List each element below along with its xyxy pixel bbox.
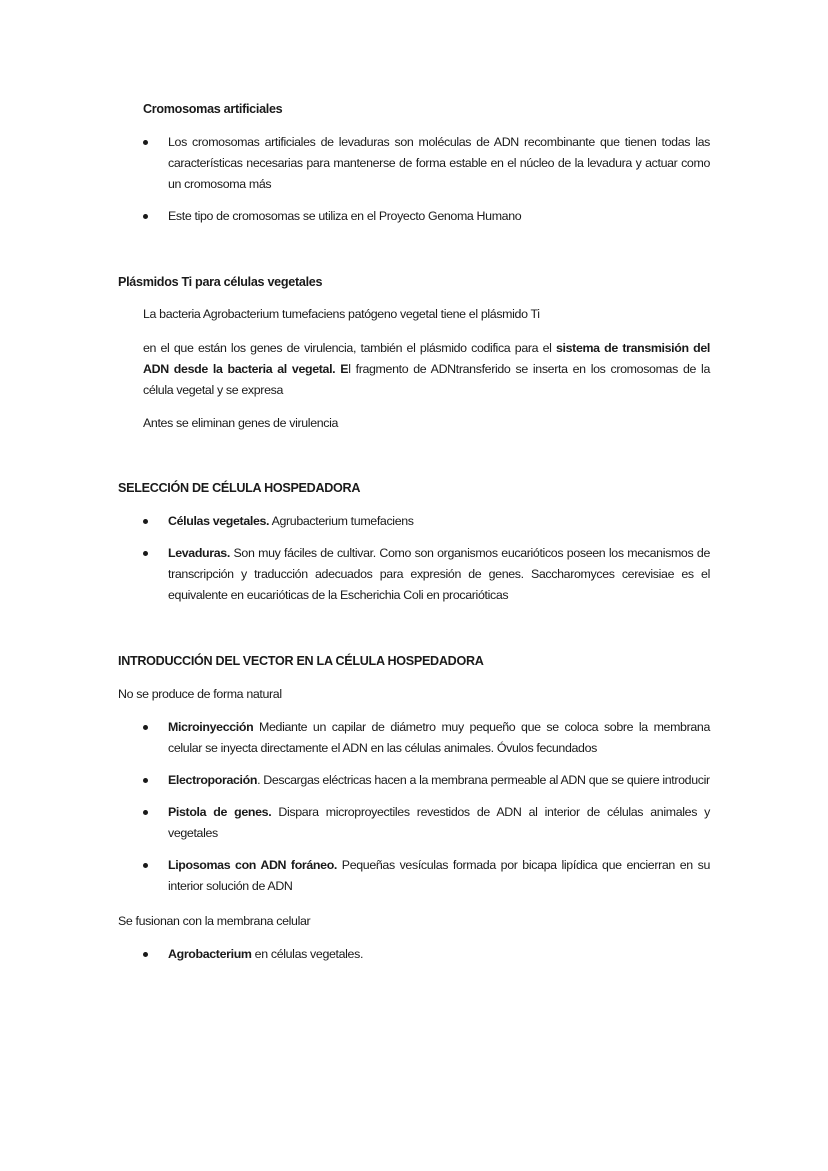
plasmidos-p2-start: en el que están los genes de virulencia, también el plásmido codifica para el (143, 341, 556, 355)
bullet-text: Son muy fáciles de cultivar. Como son organismos eucarióticos poseen los mecanismos de transcripción y traducción adecuados para expresión de genes. Saccharomyces cerevisiae es el equivalente en eucarióticas de la Escherichia Coli en procarióticas (168, 546, 710, 602)
bullet-bold: Agrobacterium (168, 947, 252, 961)
heading-plasmidos-ti: Plásmidos Ti para células vegetales (118, 275, 323, 289)
introduccion-after: Se fusionan con la membrana celular (118, 914, 311, 928)
introduccion-intro: No se produce de forma natural (118, 687, 282, 701)
plasmidos-p2-end: l fragmento de ADNtransferido se inserta en los cromosomas de la célula vegetal y se expresa (143, 362, 710, 397)
bullet-icon (143, 551, 148, 556)
bullet-text: en células vegetales. (251, 947, 364, 961)
introduccion-bullet-list (143, 717, 710, 897)
list-item (143, 717, 710, 759)
cromosomas-bullet-list (143, 132, 710, 227)
bullet-icon (143, 725, 148, 730)
bullet-text: . Descargas eléctricas hacen a la membrana permeable al ADN que se quiere introducir (257, 773, 710, 787)
list-item (143, 802, 710, 844)
list-item (143, 770, 710, 791)
list-item (143, 511, 710, 532)
bullet-text: Dispara microproyectiles revestidos de ADN al interior de células animales y vegetales (168, 805, 710, 840)
bullet-bold: Levaduras. (168, 546, 230, 560)
list-item (143, 855, 710, 897)
heading-introduccion-vector: INTRODUCCIÓN DEL VECTOR EN LA CÉLULA HOSPEDADORA (118, 654, 484, 668)
seleccion-bullet-list (143, 511, 710, 606)
bullet-text: Pequeñas vesículas formada por bicapa lipídica que encierran en su interior solución de ADN (168, 858, 711, 893)
bullet-text: Agrubacterium tumefaciens (269, 514, 414, 528)
bullet-bold: Liposomas con ADN foráneo. (168, 858, 338, 872)
plasmidos-p2-bold: sistema de transmisión del ADN desde la bacteria al vegetal. E (143, 341, 710, 376)
bullet-text: Mediante un capilar de diámetro muy pequeño que se coloca sobre la membrana celular se inyecta directamente el ADN en las células animales. Óvulos fecundados (168, 720, 710, 755)
bullet-bold: Células vegetales. (168, 514, 270, 528)
bullet-bold: Microinyección (168, 720, 254, 734)
bullet-icon (143, 778, 148, 783)
bullet-icon (143, 214, 148, 219)
bullet-icon (143, 810, 148, 815)
list-item (143, 543, 710, 606)
list-item (143, 132, 710, 195)
bullet-icon (143, 519, 148, 524)
bullet-bold: Pistola de genes. (168, 805, 272, 819)
bullet-bold: Electroporación (168, 773, 258, 787)
plasmidos-paragraph-1: La bacteria Agrobacterium tumefaciens patógeno vegetal tiene el plásmido Ti (143, 307, 540, 321)
heading-cromosomas-artificiales: Cromosomas artificiales (143, 102, 283, 116)
bullet-text: Los cromosomas artificiales de levaduras son moléculas de ADN recombinante que tienen todas las características necesarias para mantenerse de forma estable en el núcleo de la levadura y actuar como un cromosoma más (168, 135, 710, 191)
bullet-icon (143, 140, 148, 145)
bullet-icon (143, 952, 148, 957)
introduccion-last-bullet-list (143, 944, 710, 965)
heading-seleccion-celula: SELECCIÓN DE CÉLULA HOSPEDADORA (118, 481, 361, 495)
list-item (143, 944, 710, 965)
bullet-icon (143, 863, 148, 868)
plasmidos-paragraph-2 (143, 338, 710, 401)
bullet-text: Este tipo de cromosomas se utiliza en el Proyecto Genoma Humano (168, 209, 522, 223)
plasmidos-paragraph-3: Antes se eliminan genes de virulencia (143, 416, 339, 430)
list-item (143, 206, 710, 227)
